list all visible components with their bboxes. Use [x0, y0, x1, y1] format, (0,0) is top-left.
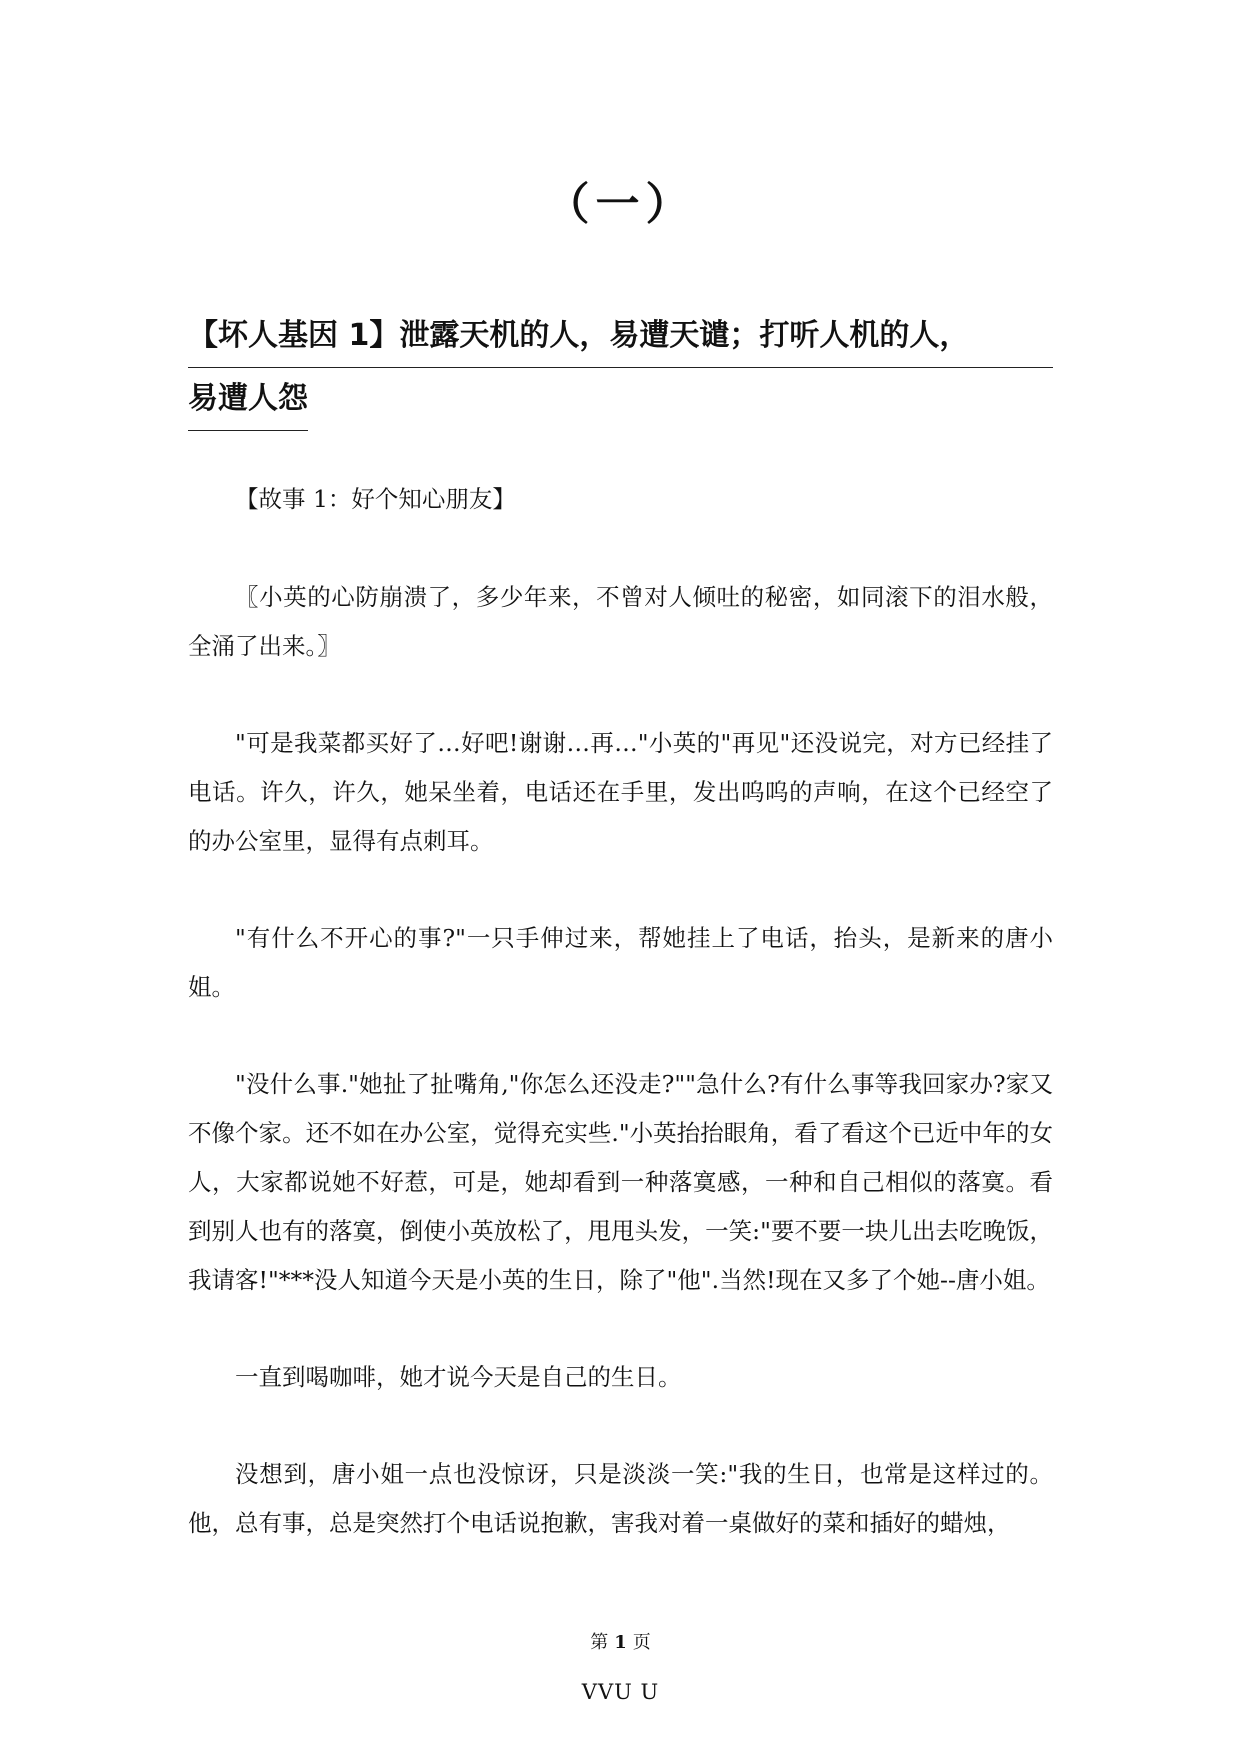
- footer-suffix: 页: [632, 1632, 651, 1653]
- heading-line-2: 易遭人怨: [188, 368, 308, 431]
- bottom-mark: VVU U: [581, 1680, 660, 1704]
- page-number: 1: [614, 1632, 627, 1653]
- paragraph: "可是我菜都买好了…好吧!谢谢…再…"小英的"再见"还没说完，对方已经挂了电话。许久，许久，她呆坐着，电话还在手里，发出呜呜的声响，在这个已经空了的办公室里，显得有点刺耳。: [188, 729, 1053, 855]
- paragraph: 〖小英的心防崩溃了，多少年来，不曾对人倾吐的秘密，如同滚下的泪水般，全涌了出来。〗: [188, 583, 1053, 660]
- chapter-title: （一）: [545, 179, 696, 230]
- paragraph: "有什么不开心的事?"一只手伸过来，帮她挂上了电话，抬头，是新来的唐小姐。: [188, 924, 1053, 1001]
- paragraph: 没想到，唐小姐一点也没惊讶，只是淡淡一笑:"我的生日，也常是这样过的。他，总有事，总是突然打个电话说抱歉，害我对着一桌做好的菜和插好的蜡烛，: [188, 1460, 1053, 1537]
- body-text: [188, 475, 1053, 1596]
- paragraph: "没什么事."她扯了扯嘴角,"你怎么还没走?""急什么?有什么事等我回家办?家又不像个家。还不如在办公室，觉得充实些."小英抬抬眼角，看了看这个已近中年的女人，大家都说她不好惹，可是，她却看到一种落寞感，一种和自己相似的落寞。看到别人也有的落寞，倒使小英放松了，甩甩头发，一笑:"要不要一块儿出去吃晚饭，我请客!"***没人知道今天是小英的生日，除了"他".当然!现在又多了个她--唐小姐。: [188, 1070, 1053, 1294]
- paragraph: 一直到喝咖啡，她才说今天是自己的生日。: [235, 1363, 682, 1391]
- heading-line-1: 【坏人基因 1】泄露天机的人，易遭天谴；打听人机的人，: [188, 305, 1053, 368]
- section-heading: [188, 305, 1053, 431]
- footer-prefix: 第: [590, 1632, 609, 1653]
- page-footer: [0, 1628, 1241, 1654]
- story-title: 【故事 1：好个知心朋友】: [235, 485, 516, 513]
